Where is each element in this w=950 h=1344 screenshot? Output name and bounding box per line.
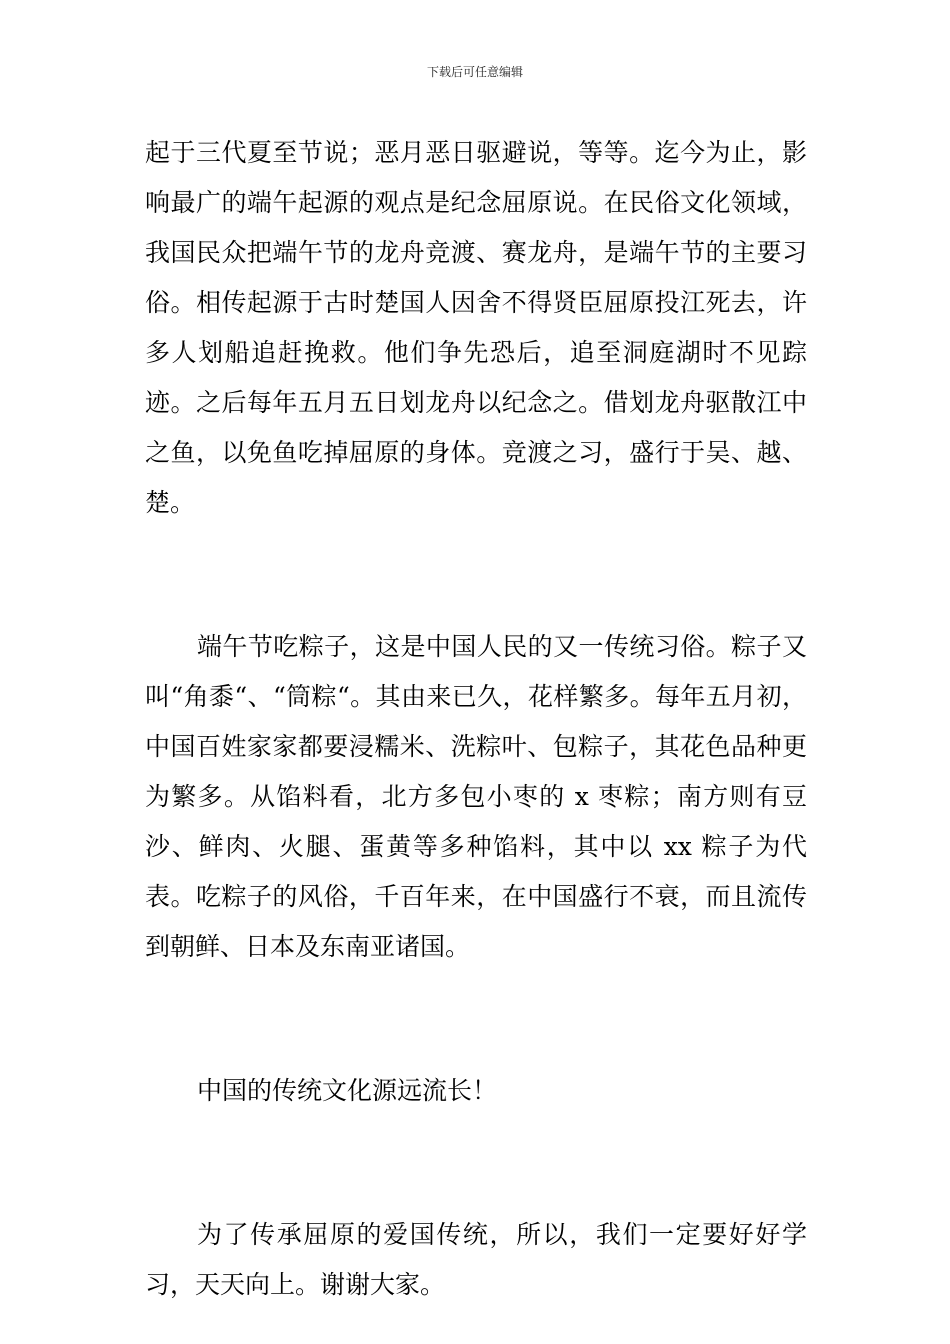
paragraph-spacer <box>145 1022 807 1066</box>
document-body <box>145 128 807 1310</box>
page-header: 下载后可任意编辑 <box>426 65 523 79</box>
paragraph-zongzi: 端午节吃粽子，这是中国人民的又一传统习俗。粽子又叫“角黍“、“筒粽“。其由来已久，花样繁多。每年五月初，中国百姓家家都要浸糯米、洗粽叶、包粽子，其花色品种更为繁多。从馅料看，北方多包小枣的 x 枣粽；南方则有豆沙、鲜肉、火腿、蛋黄等多种馅料，其中以 xx 粽子为代表。吃粽子的风俗，千百年来，在中国盛行不衰，而且流传到朝鲜、日本及东南亚诸国。 <box>145 632 807 961</box>
paragraph-spacer <box>145 528 807 578</box>
paragraph-closing: 为了传承屈原的爱国传统，所以，我们一定要好好学习，天天向上。谢谢大家。 <box>145 1220 807 1299</box>
paragraph-spacer <box>145 972 807 1022</box>
paragraph-dragon-boat: 起于三代夏至节说；恶月恶日驱避说，等等。迄今为止，影响最广的端午起源的观点是纪念屈原说。在民俗文化领域，我国民众把端午节的龙舟竞渡、赛龙舟，是端午节的主要习俗。相传起源于古时楚国人因舍不得贤臣屈原投江死去，许多人划船追赶挽救。他们争先恐后，追至洞庭湖时不见踪迹。之后每年五月五日划龙舟以纪念之。借划龙舟驱散江中之鱼，以免鱼吃掉屈原的身体。竞渡之习，盛行于吴、越、楚。 <box>145 138 807 517</box>
paragraph-spacer <box>145 1116 807 1166</box>
paragraph-spacer <box>145 578 807 622</box>
paragraph-spacer <box>145 1166 807 1210</box>
paragraph-culture: 中国的传统文化源远流长！ <box>197 1076 498 1105</box>
